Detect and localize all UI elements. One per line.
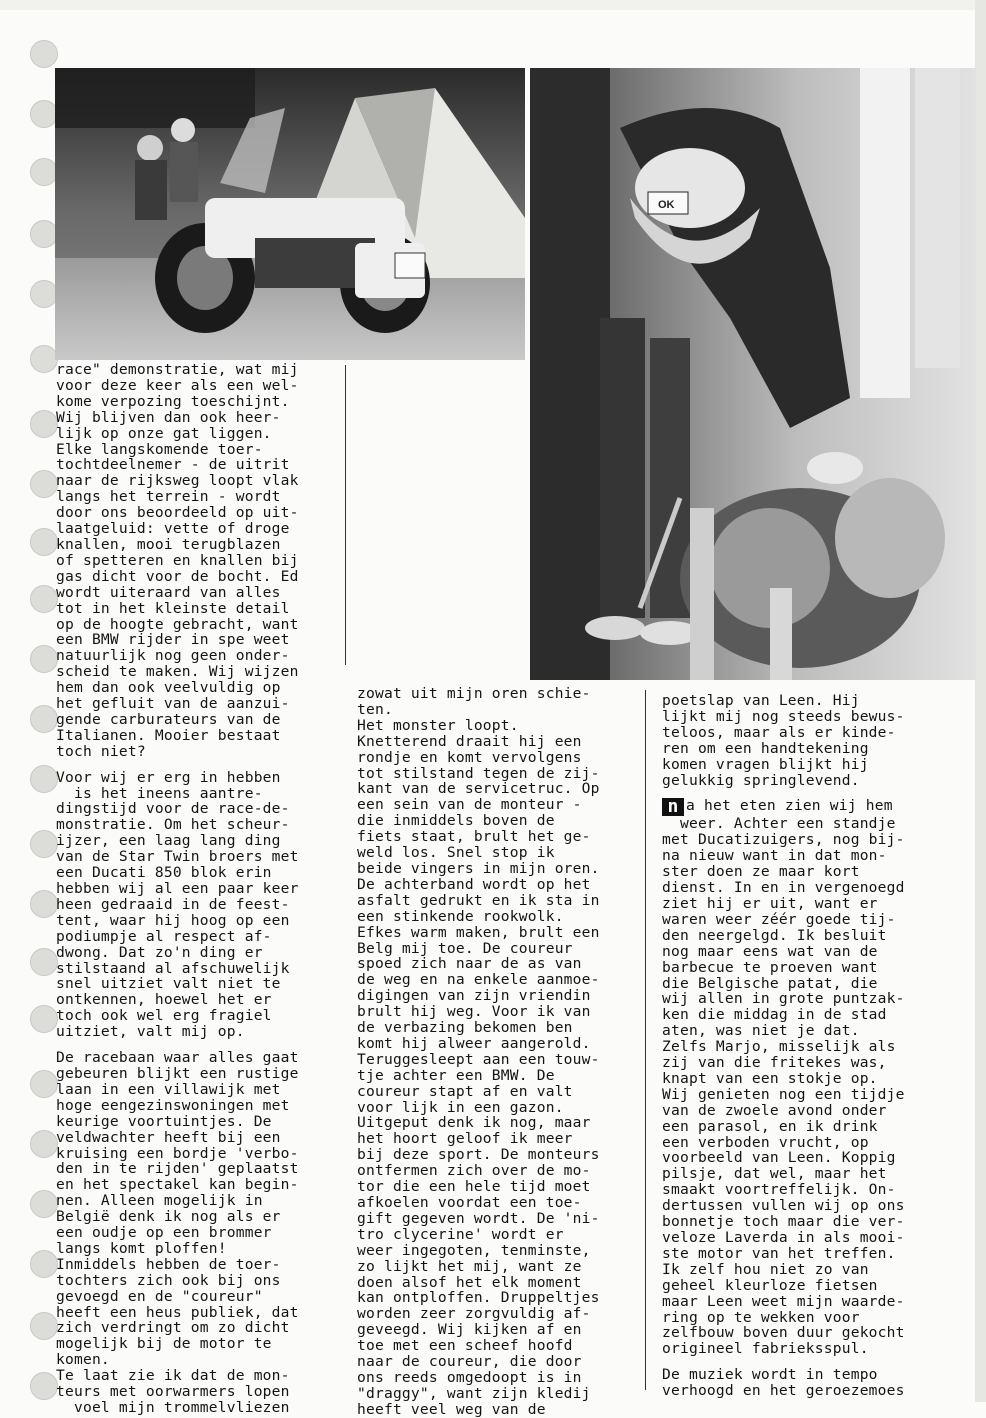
text-line: den neergelgd. Ik besluit <box>662 926 887 944</box>
text-line: den in te rijden' geplaatst <box>56 1160 299 1178</box>
text-line: langs het terrein - wordt <box>56 488 281 506</box>
text-line: afkoelen voordat een toe- <box>357 1194 582 1211</box>
text-line: naar de coureur, die door <box>357 1353 582 1371</box>
text-line: een stinkende rookwolk. <box>357 907 564 925</box>
binder-hole-1 <box>30 40 58 68</box>
text-line: Efkes warm maken, brult een <box>357 923 600 941</box>
text-line: voel mijn trommelvliezen <box>56 1399 290 1416</box>
binder-hole-11 <box>30 645 58 673</box>
binder-hole-20 <box>30 1190 58 1218</box>
text-line: ken die middag in de stad <box>662 1006 887 1024</box>
text-line: knapt van een stokje op. <box>662 1069 878 1087</box>
text-line: weer ingegoten, tenminste, <box>357 1241 591 1259</box>
binder-hole-6 <box>30 345 58 373</box>
text-line: tje achter een BMW. De <box>357 1066 555 1084</box>
text-line: race" demonstratie, wat mij <box>56 361 299 378</box>
text-line: doen alsof het elk moment <box>357 1273 582 1291</box>
text-line: heeft een heus publiek, dat <box>56 1303 299 1321</box>
text-line: aten, was niet je dat. <box>662 1022 860 1040</box>
text-line: De muziek wordt in tempo <box>662 1366 878 1384</box>
text-line: veloze Laverda in als mooi- <box>662 1229 905 1246</box>
text-line: een Ducati 850 blok erin <box>56 864 272 882</box>
text-line: toch niet? <box>56 742 146 760</box>
text-line: pilsje, dat wel, maar het <box>662 1165 887 1183</box>
text-line: voor lijk in een gazon. <box>357 1098 564 1116</box>
text-line: ijzer, een laag lang ding <box>56 832 281 850</box>
text-line: hem dan ook veelvuldig op <box>56 679 281 697</box>
text-line: ontfermen zich over de mo- <box>357 1162 591 1180</box>
drop-cap: n <box>662 798 684 816</box>
text-line: ren om een handtekening <box>662 739 869 757</box>
page-edge <box>975 0 986 1402</box>
binder-hole-14 <box>30 830 58 858</box>
column-rule-left <box>345 365 346 665</box>
text-line: worden zeer zorgvuldig af- <box>357 1305 591 1323</box>
text-line: na nieuw want in dat mon- <box>662 847 887 865</box>
text-line: veldwachter heeft bij een <box>56 1128 281 1146</box>
text-line: Teruggesleept aan een touw- <box>357 1050 600 1068</box>
text-line: gift gegeven wordt. De 'ni- <box>357 1209 600 1227</box>
text-line: kruising een bordje 'verbo- <box>56 1144 299 1162</box>
text-line: barbecue te proeven want <box>662 958 878 976</box>
text-line: knallen, mooi terugblazen <box>56 535 281 553</box>
binder-hole-12 <box>30 705 58 733</box>
binder-hole-8 <box>30 470 58 498</box>
binder-hole-18 <box>30 1070 58 1098</box>
text-line: ster doen ze maar kort <box>662 863 860 881</box>
text-line: dertussen vullen wij op ons <box>662 1197 905 1215</box>
text-line: dingstijd voor de race-de- <box>56 800 290 818</box>
text-line: ten. <box>357 700 393 718</box>
binder-hole-13 <box>30 765 58 793</box>
text-line: het gefluit van de aanzui- <box>56 695 290 713</box>
text-line: maar Leen weet mijn waarde- <box>662 1292 905 1310</box>
text-line: Voor wij er erg in hebben <box>56 768 281 786</box>
text-line: heeft veel weg van de <box>357 1400 546 1418</box>
binder-hole-4 <box>30 220 58 248</box>
text-line: een BMW rijder in spe weet <box>56 631 290 649</box>
text-line: poetslap van Leen. Hij <box>662 692 860 709</box>
text-line: Het monster loopt. <box>357 716 519 734</box>
text-line: voorbeeld van Leen. Koppig <box>662 1149 896 1167</box>
text-line: dienst. In en in vergenoegd <box>662 879 905 897</box>
text-line: wordt uiteraard van alles <box>56 583 281 601</box>
text-line: langs komt ploffen! <box>56 1239 227 1257</box>
motorcycle-at-campsite-photo <box>55 68 525 360</box>
text-line: spoed zich naar de as van <box>357 955 582 973</box>
binder-hole-15 <box>30 890 58 918</box>
text-line: komt hij alweer aangerold. <box>357 1034 591 1052</box>
text-line: digingen van zijn vriendin <box>357 987 591 1005</box>
text-line: geheel kleurloze fietsen <box>662 1276 878 1294</box>
text-line: nen. Alleen mogelijk in <box>56 1192 263 1210</box>
text-line: gelukkig springlevend. <box>662 771 860 789</box>
text-line: laan in een villawijk met <box>56 1080 281 1098</box>
text-line: nog maar eens wat van de <box>662 942 878 960</box>
text-line: Ik zelf hou niet zo van <box>662 1260 869 1278</box>
text-line: hebben wij al een paar keer <box>56 880 299 897</box>
text-line: smaakt voortreffelijk. On- <box>662 1181 896 1199</box>
binder-hole-10 <box>30 585 58 613</box>
text-line: podiumpje al respect af- <box>56 927 272 945</box>
binder-hole-3 <box>30 158 58 186</box>
article-column-right <box>662 693 905 1399</box>
text-line: en het spectakel kan begin- <box>56 1176 299 1194</box>
binder-hole-19 <box>30 1130 58 1158</box>
text-line: op de hoogte gebracht, want <box>56 615 299 633</box>
text-line: verhoogd en het geroezemoes <box>662 1382 905 1400</box>
binder-hole-9 <box>30 528 58 556</box>
text-line: gas dicht voor de bocht. Ed <box>56 567 299 585</box>
binder-hole-5 <box>30 280 58 308</box>
text-line: laatgeluid: vette of droge <box>56 520 290 538</box>
text-line: teloos, maar als er kinde- <box>662 723 896 741</box>
binder-hole-7 <box>30 410 58 438</box>
column-rule-middle <box>645 690 646 1390</box>
text-line: waren weer zéér goede tij- <box>662 910 896 928</box>
text-line-body: a het eten zien wij hem <box>686 797 893 815</box>
text-line: bij deze sport. De monteurs <box>357 1146 600 1164</box>
text-line: coureur stapt af en valt <box>357 1082 573 1100</box>
text-line: kant van de servicetruc. Op <box>357 780 600 798</box>
text-line: Wij blijven dan ook heer- <box>56 408 281 426</box>
mechanic-with-engine-photo <box>530 68 976 680</box>
text-line: beide vingers in mijn oren. <box>357 859 600 877</box>
text-line: met Ducatizuigers, nog bij- <box>662 831 905 849</box>
text-line: België denk ik nog als er <box>56 1208 281 1226</box>
text-line: geveegd. Wij kijken af en <box>357 1321 582 1339</box>
text-line: dwong. Dat zo'n ding er <box>56 943 263 961</box>
text-line: weer. Achter een standje <box>662 815 896 833</box>
text-line: hoge eengezinswoningen met <box>56 1096 290 1114</box>
text-line: Italianen. Mooier bestaat <box>56 726 281 744</box>
text-line: lijkt mij nog steeds bewus- <box>662 707 905 725</box>
photo-icon <box>530 68 976 680</box>
text-line: ons reeds omgedoopt is in <box>357 1368 582 1386</box>
text-line: het hoort geloof ik meer <box>357 1130 573 1148</box>
text-line: fiets staat, brult het ge- <box>357 828 591 846</box>
text-line: ontkennen, hoewel het er <box>56 991 272 1009</box>
text-line: toe met een scheef hoofd <box>357 1337 573 1355</box>
text-line: kan ontploffen. Druppeltjes <box>357 1289 600 1307</box>
text-line: tro clycerine' wordt er <box>357 1225 564 1243</box>
text-line: die Belgische patat, die <box>662 974 878 992</box>
text-line: weld los. Snel stop ik <box>357 844 555 862</box>
text-line: zo lijkt het mij, want ze <box>357 1257 582 1275</box>
text-line: bonnetje toch maar die ver- <box>662 1213 905 1231</box>
text-line: gende carburateurs van de <box>56 710 281 728</box>
text-line: zelfbouw boven duur gekocht <box>662 1324 905 1342</box>
binder-hole-17 <box>30 1005 58 1033</box>
text-line: Wij genieten nog een tijdje <box>662 1085 905 1103</box>
text-line: of spetteren en knallen bij <box>56 551 299 569</box>
text-line: keurige voortuintjes. De <box>56 1112 272 1130</box>
text-line: door ons beoordeeld op uit- <box>56 504 299 522</box>
text-line: van de Star Twin broers met <box>56 848 299 866</box>
text-line: komen vragen blijkt hij <box>662 755 869 773</box>
text-line: Elke langskomende toer- <box>56 440 263 458</box>
text-line: heen gedraaid in de feest- <box>56 895 290 913</box>
text-line: stilstaand al afschuwelijk <box>56 959 290 977</box>
text-line: Belg mij toe. De coureur <box>357 939 573 957</box>
text-line <box>662 798 905 816</box>
text-line: voor deze keer als een wel- <box>56 376 299 394</box>
text-line: rondje en komt vervolgens <box>357 748 582 766</box>
article-column-middle <box>357 686 600 1418</box>
text-line: een parasol, en ik drink <box>662 1117 878 1135</box>
text-line: ste motor van het treffen. <box>662 1244 896 1262</box>
text-line: ziet hij er uit, want er <box>662 894 878 912</box>
text-line: een sein van de monteur - <box>357 796 582 814</box>
text-line: van de zwoele avond onder <box>662 1101 887 1119</box>
text-line: tot in het kleinste detail <box>56 599 290 617</box>
text-line: ring op te wekken voor <box>662 1308 860 1326</box>
text-line: tent, waar hij hoog op een <box>56 911 290 929</box>
text-line: asfalt gedrukt en ik sta in <box>357 891 600 909</box>
text-line: gevoegd en de "coureur" <box>56 1287 263 1305</box>
text-line: zij van die fritekes was, <box>662 1054 887 1072</box>
binder-hole-21 <box>30 1250 58 1278</box>
text-line: Uitgeput denk ik nog, maar <box>357 1114 591 1132</box>
binder-hole-2 <box>30 100 58 128</box>
text-line: Te laat zie ik dat de mon- <box>56 1367 290 1385</box>
text-line: die inmiddels boven de <box>357 812 555 830</box>
text-line: een oudje op een brommer <box>56 1224 272 1242</box>
text-line: gebeuren blijkt een rustige <box>56 1064 299 1082</box>
text-line: natuurlijk nog geen onder- <box>56 647 290 665</box>
text-line: monstratie. Om het scheur- <box>56 816 290 834</box>
text-line: is het ineens aantre- <box>56 784 263 802</box>
binder-hole-22 <box>30 1312 58 1340</box>
text-line: teurs met oorwarmers lopen <box>56 1383 290 1401</box>
text-line: lijk op onze gat liggen. <box>56 424 272 442</box>
text-line: komen. <box>56 1351 110 1369</box>
text-line: de weg en na enkele aanmoe- <box>357 971 600 989</box>
text-line: naar de rijksweg loopt vlak <box>56 472 299 490</box>
text-line: brult hij weg. Voor ik van <box>357 1003 591 1021</box>
text-line: wij allen in grote puntzak- <box>662 990 905 1008</box>
text-line: Knetterend draait hij een <box>357 732 582 750</box>
article-column-left <box>56 362 299 1416</box>
text-line: kome verpozing toeschijnt. <box>56 392 290 410</box>
photo-icon <box>55 68 525 360</box>
binder-hole-23 <box>30 1372 58 1400</box>
text-line: tochters zich ook bij ons <box>56 1271 281 1289</box>
text-line: tochtdeelnemer - de uitrit <box>56 456 290 474</box>
text-line: tot stilstand tegen de zij- <box>357 764 600 782</box>
text-line: de verbazing bekomen ben <box>357 1019 573 1037</box>
text-line: origineel fabrieksspul. <box>662 1340 869 1358</box>
binder-hole-16 <box>30 948 58 976</box>
text-line: uitziet, valt mij op. <box>56 1023 245 1041</box>
text-line: zich verdringt om zo dicht <box>56 1319 290 1337</box>
text-line: scheid te maken. Wij wijzen <box>56 663 299 681</box>
text-line: mogelijk bij de motor te <box>56 1335 272 1353</box>
text-line: De achterband wordt op het <box>357 875 591 893</box>
text-line: De racebaan waar alles gaat <box>56 1049 299 1067</box>
text-line: snel uitziet valt niet te <box>56 975 281 993</box>
text-line: toch ook wel erg fragiel <box>56 1007 272 1025</box>
text-line: Inmiddels hebben de toer- <box>56 1255 281 1273</box>
cap-logo-text: OK <box>658 199 675 211</box>
text-line: een verboden vrucht, op <box>662 1133 869 1151</box>
text-line: Zelfs Marjo, misselijk als <box>662 1038 896 1056</box>
text-line: zowat uit mijn oren schie- <box>357 685 591 702</box>
page-top-strip <box>0 0 986 10</box>
text-line: tor die een hele tijd moet <box>357 1178 591 1196</box>
text-line: "draggy", want zijn kledij <box>357 1384 591 1402</box>
